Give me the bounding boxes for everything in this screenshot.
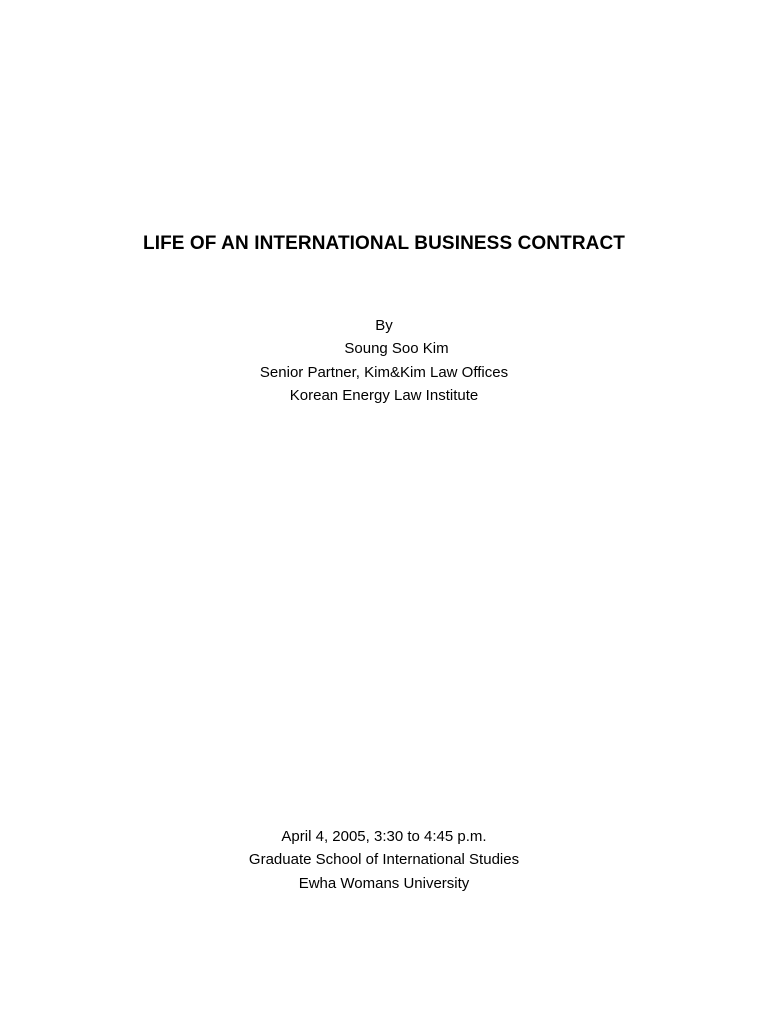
author-block bbox=[0, 314, 768, 407]
event-school: Graduate School of International Studies bbox=[248, 851, 520, 869]
event-university: Ewha Womans University bbox=[298, 874, 470, 892]
event-date: April 4, 2005, 3:30 to 4:45 p.m. bbox=[281, 828, 487, 845]
document-title: LIFE OF AN INTERNATIONAL BUSINESS CONTRACT bbox=[142, 233, 625, 254]
author-affiliation-institute: Korean Energy Law Institute bbox=[289, 386, 479, 404]
event-block bbox=[0, 825, 768, 895]
author-affiliation-firm: Senior Partner, Kim&Kim Law Offices bbox=[259, 363, 509, 381]
byline: By bbox=[375, 317, 393, 334]
author-name: Soung Soo Kim bbox=[344, 340, 449, 358]
